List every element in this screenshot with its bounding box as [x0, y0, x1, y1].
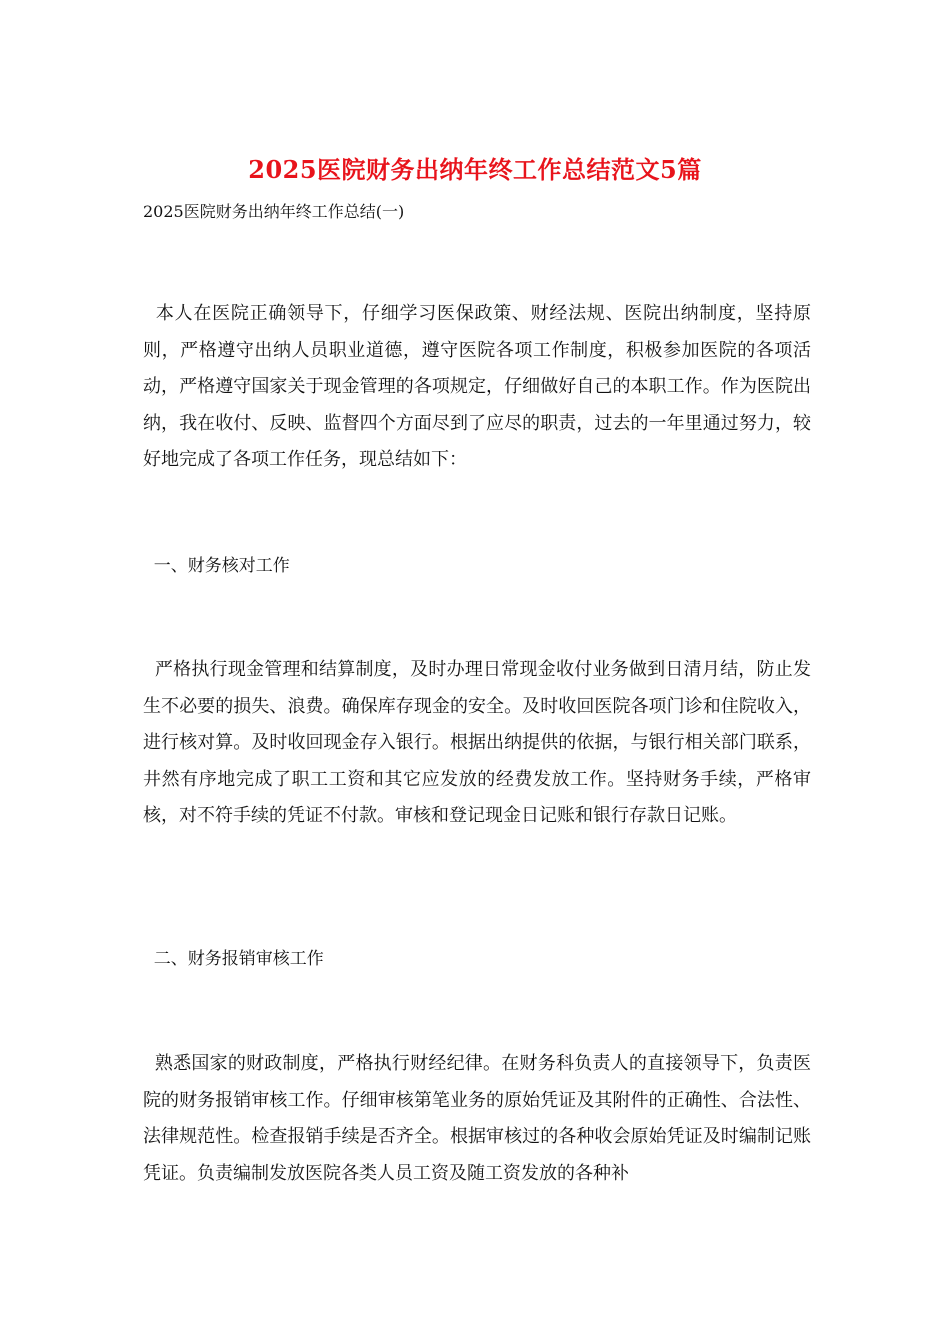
- paragraph-financial-check: 严格执行现金管理和结算制度，及时办理日常现金收付业务做到日清月结，防止发生不必要的损失、浪费。确保库存现金的安全。及时收回医院各项门诊和住院收入，进行核对算。及时收回现金存入银行。根据出纳提供的依据，与银行相关部门联系，井然有序地完成了职工工资和其它应发放的经费发放工作。坚持财务手续，严格审核，对不符手续的凭证不付款。审核和登记现金日记账和银行存款日记账。: [143, 659, 811, 827]
- section-heading-reimbursement-audit: 二、财务报销审核工作: [143, 949, 324, 969]
- paragraph-reimbursement-audit: 熟悉国家的财政制度，严格执行财经纪律。在财务科负责人的直接领导下，负责医院的财务报销审核工作。仔细审核第笔业务的原始凭证及其附件的正确性、合法性、法律规范性。检查报销手续是否齐全。根据审核过的各种收会原始凭证及时编制记账凭证。负责编制发放医院各类人员工资及随工资发放的各种补: [143, 1053, 811, 1184]
- document-title: 2025医院财务出纳年终工作总结范文5篇: [248, 155, 702, 184]
- section-heading-financial-check: 一、财务核对工作: [143, 556, 290, 576]
- document-subtitle: 2025医院财务出纳年终工作总结(一): [143, 202, 405, 221]
- paragraph-intro: 本人在医院正确领导下，仔细学习医保政策、财经法规、医院出纳制度，坚持原则，严格遵守出纳人员职业道德，遵守医院各项工作制度，积极参加医院的各项活动，严格遵守国家关于现金管理的各项规定，仔细做好自己的本职工作。作为医院出纳，我在收付、反映、监督四个方面尽到了应尽的职责，过去的一年里通过努力，较好地完成了各项工作任务，现总结如下：: [143, 303, 811, 471]
